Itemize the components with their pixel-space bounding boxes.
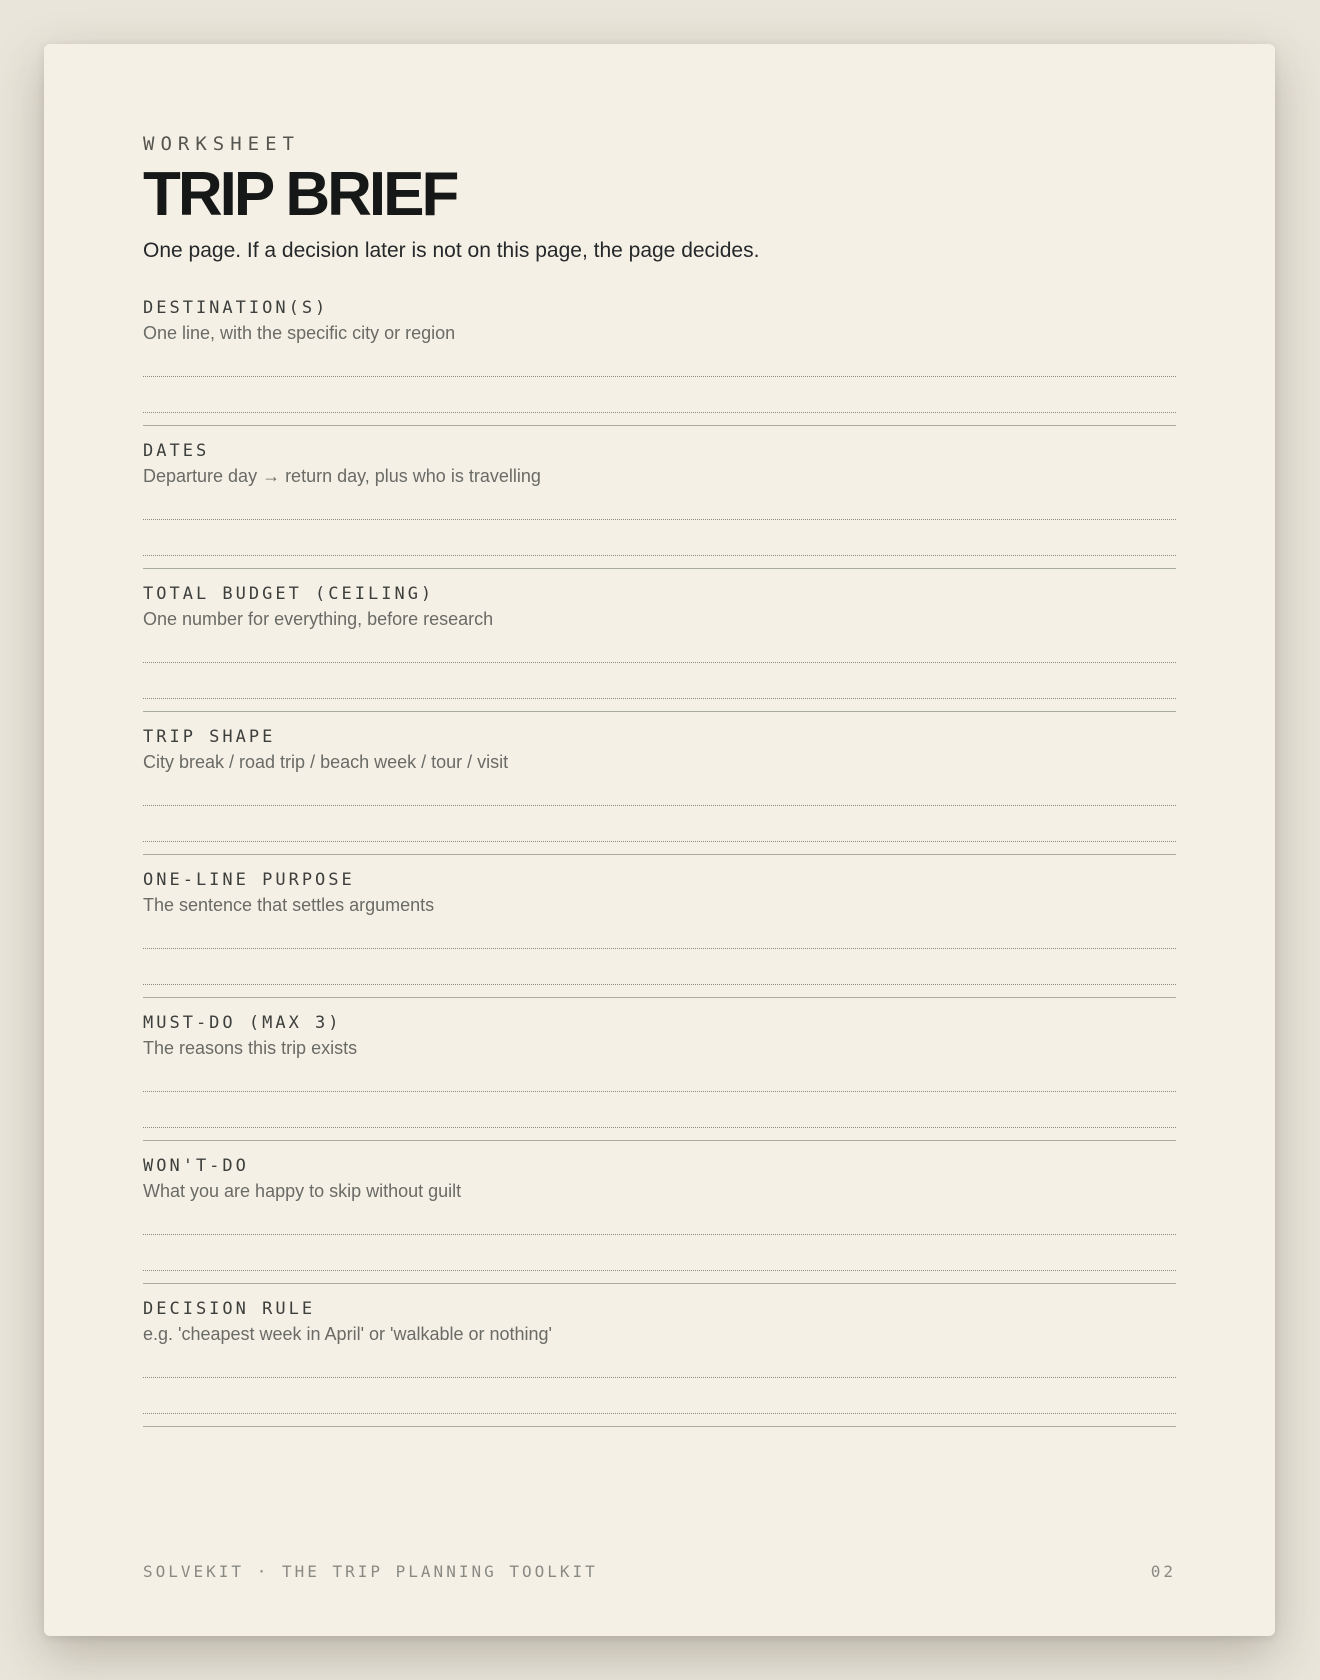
write-line[interactable]: [143, 841, 1176, 842]
write-line[interactable]: [143, 519, 1176, 520]
section-divider: [143, 854, 1176, 855]
section-divider: [143, 1140, 1176, 1141]
field-hint: What you are happy to skip without guilt: [143, 1181, 462, 1201]
field-label: DECISION RULE: [143, 1299, 316, 1319]
field-total-budget: [143, 584, 1176, 727]
field-must-do: [143, 1013, 1176, 1156]
page-footer: [143, 1562, 1176, 1582]
write-line[interactable]: [143, 984, 1176, 985]
section-divider: [143, 997, 1176, 998]
field-decision-rule: [143, 1299, 1176, 1442]
eyebrow-label: WORKSHEET: [143, 133, 300, 155]
write-line[interactable]: [143, 412, 1176, 413]
write-line[interactable]: [143, 698, 1176, 699]
section-divider: [143, 711, 1176, 712]
write-line[interactable]: [143, 1377, 1176, 1378]
field-label: DATES: [143, 441, 210, 461]
field-hint: The sentence that settles arguments: [143, 895, 435, 915]
field-hint: The reasons this trip exists: [143, 1038, 358, 1058]
write-line[interactable]: [143, 555, 1176, 556]
worksheet-page: [44, 44, 1275, 1636]
page-subtitle: One page. If a decision later is not on this page, the page decides.: [143, 239, 760, 262]
field-label: DESTINATION(S): [143, 298, 329, 318]
field-destinations: [143, 298, 1176, 441]
field-dates: [143, 441, 1176, 584]
section-divider: [143, 1283, 1176, 1284]
write-line[interactable]: [143, 1413, 1176, 1414]
write-line[interactable]: [143, 1270, 1176, 1271]
field-hint: One number for everything, before research: [143, 609, 494, 629]
field-wont-do: [143, 1156, 1176, 1299]
footer-brand: SOLVEKIT · THE TRIP PLANNING TOOLKIT: [143, 1562, 598, 1581]
write-line[interactable]: [143, 1127, 1176, 1128]
write-line[interactable]: [143, 805, 1176, 806]
write-line[interactable]: [143, 1234, 1176, 1235]
field-label: TOTAL BUDGET (CEILING): [143, 584, 435, 604]
write-line[interactable]: [143, 1091, 1176, 1092]
field-hint: City break / road trip / beach week / tour / visit: [143, 752, 509, 772]
field-one-line-purpose: [143, 870, 1176, 1013]
field-trip-shape: [143, 727, 1176, 870]
field-hint: Departure day → return day, plus who is travelling: [143, 466, 541, 486]
section-divider: [143, 568, 1176, 569]
field-hint: e.g. 'cheapest week in April' or 'walkable or nothing': [143, 1324, 552, 1344]
field-label: WON'T-DO: [143, 1156, 249, 1176]
section-divider: [143, 1426, 1176, 1427]
page-number: 02: [1150, 1562, 1176, 1581]
write-line[interactable]: [143, 662, 1176, 663]
field-label: MUST-DO (MAX 3): [143, 1013, 342, 1033]
section-divider: [143, 425, 1176, 426]
write-line[interactable]: [143, 948, 1176, 949]
page-title: TRIP BRIEF: [143, 160, 457, 229]
field-list: [143, 298, 1176, 1442]
field-hint: One line, with the specific city or region: [143, 323, 456, 343]
write-line[interactable]: [143, 376, 1176, 377]
field-label: ONE-LINE PURPOSE: [143, 870, 355, 890]
field-label: TRIP SHAPE: [143, 727, 276, 747]
